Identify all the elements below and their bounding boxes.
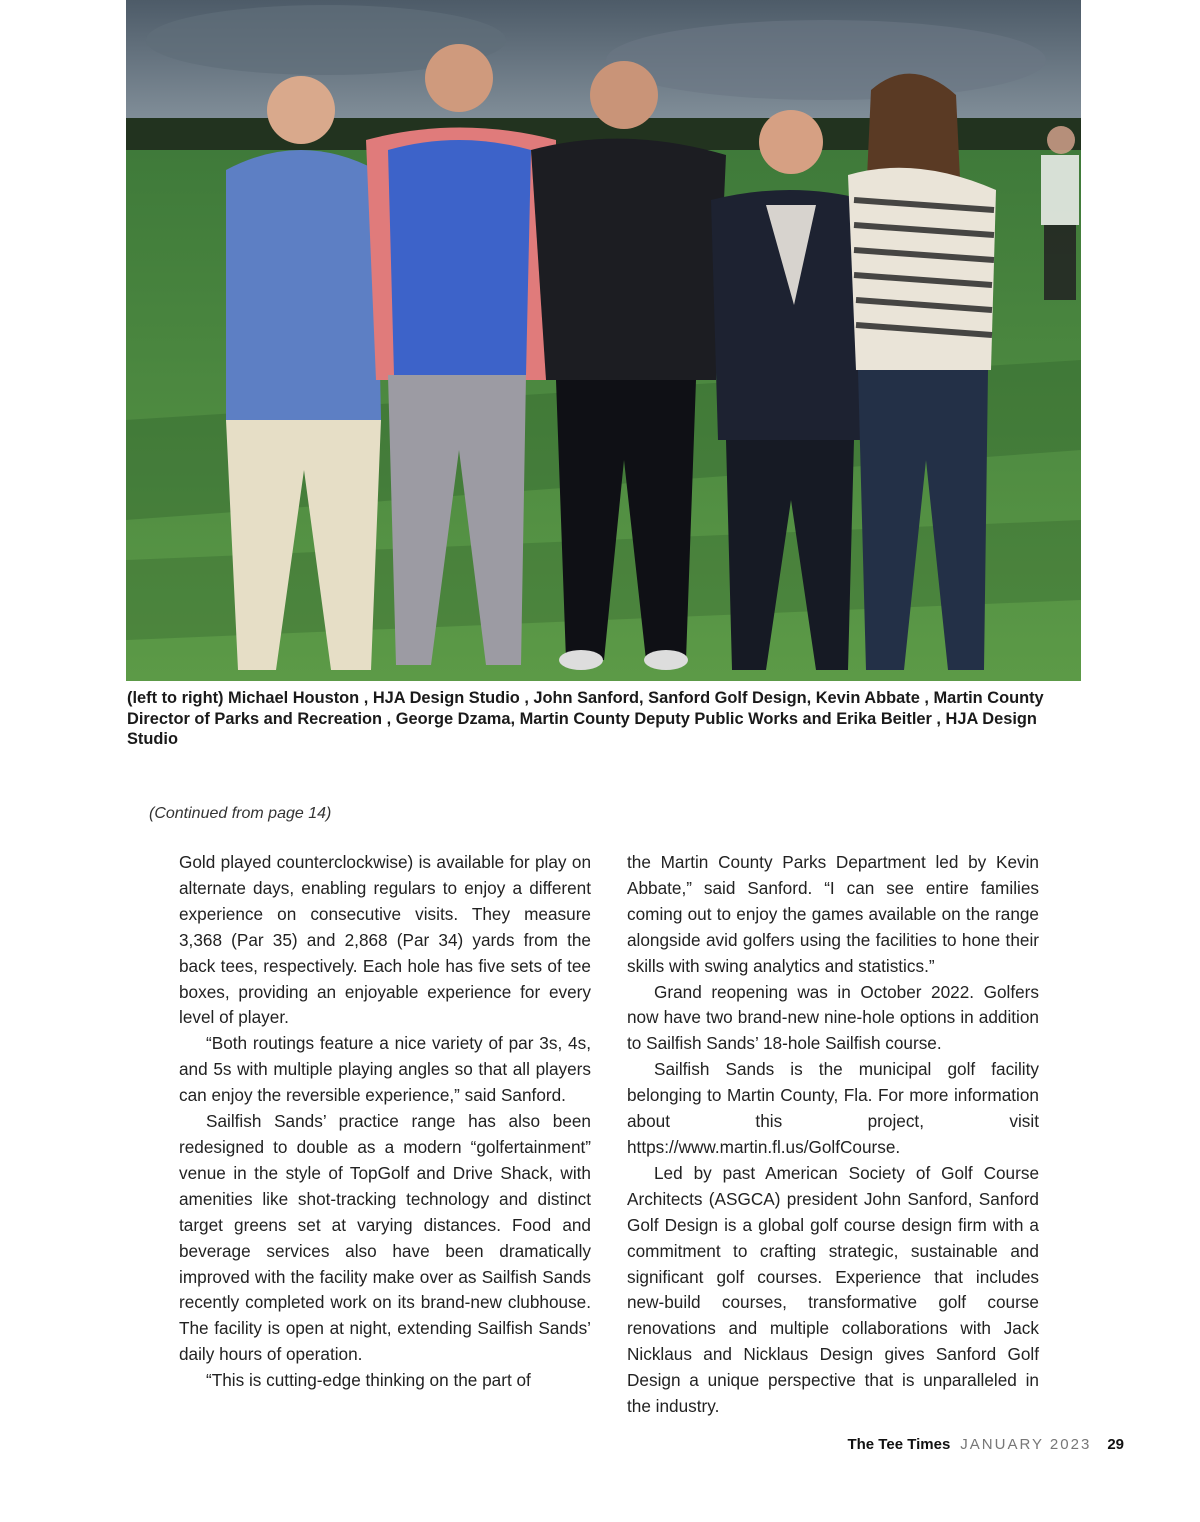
paragraph: Grand reopening was in October 2022. Golfers now have two brand-new nine-hole options in addition to Sailfish Sands’ 18-hole Sailfish course. [627, 981, 1039, 1054]
paragraph: “This is cutting-edge thinking on the part of [206, 1370, 531, 1391]
paragraph: Sailfish Sands is the municipal golf facility belonging to Martin County, Fla. For more information about this project, visit https://www.martin.fl.us/GolfCourse. [627, 1059, 1039, 1157]
group-photo-illustration [126, 0, 1081, 681]
paragraph: Led by past American Society of Golf Course Architects (ASGCA) president John Sanford, Sanford Golf Design is a global golf course design firm with a commitment to crafting strategic, sustainable and significant golf courses. Experience that includes new-build courses, transformative golf course renovations and multiple collaborations with Jack Nicklaus and Nicklaus Design gives Sanford Golf Design a unique perspective that is unparalleled in the industry. [627, 1162, 1039, 1417]
page-number: 29 [1107, 1436, 1124, 1453]
article-right-column [627, 850, 1039, 1420]
continued-note: (Continued from page 14) [149, 805, 332, 822]
paragraph: Gold played counterclockwise) is available for play on alternate days, enabling regulars to enjoy a different experience on consecutive visits. They measure 3,368 (Par 35) and 2,868 (Par 34) yards from the back tees, respectively. Each hole has five sets of tee boxes, providing an enjoyable experience for every level of player. [179, 852, 591, 1028]
page-footer [847, 1436, 1124, 1453]
article-left-column [179, 850, 591, 1394]
issue-date: JANUARY 2023 [960, 1436, 1092, 1453]
paragraph: the Martin County Parks Department led by Kevin Abbate,” said Sanford. “I can see entire families coming out to enjoy the games available on the range alongside avid golfers using the facilities to hone their skills with swing analytics and statistics.” [627, 852, 1039, 976]
publication-name: The Tee Times [847, 1436, 951, 1453]
paragraph: Sailfish Sands’ practice range has also been redesigned to double as a modern “golfertainment” venue in the style of TopGolf and Drive Shack, with amenities like shot-tracking technology and distinct target greens set at varying distances. Food and beverage services also have been dramatically improved with the facility make over as Sailfish Sands recently completed work on its brand-new clubhouse. The facility is open at night, extending Sailfish Sands’ daily hours of operation. [179, 1111, 591, 1365]
photo-caption: (left to right) Michael Houston , HJA Design Studio , John Sanford, Sanford Golf Design, Kevin Abbate , Martin County Director of Parks and Recreation , George Dzama, Martin County Deputy Public Works and Erika Beitler , HJA Design Studio [127, 689, 1044, 748]
paragraph: “Both routings feature a nice variety of par 3s, 4s, and 5s with multiple playing angles so that all players can enjoy the reversible experience,” said Sanford. [179, 1033, 591, 1106]
group-photo [126, 0, 1081, 681]
